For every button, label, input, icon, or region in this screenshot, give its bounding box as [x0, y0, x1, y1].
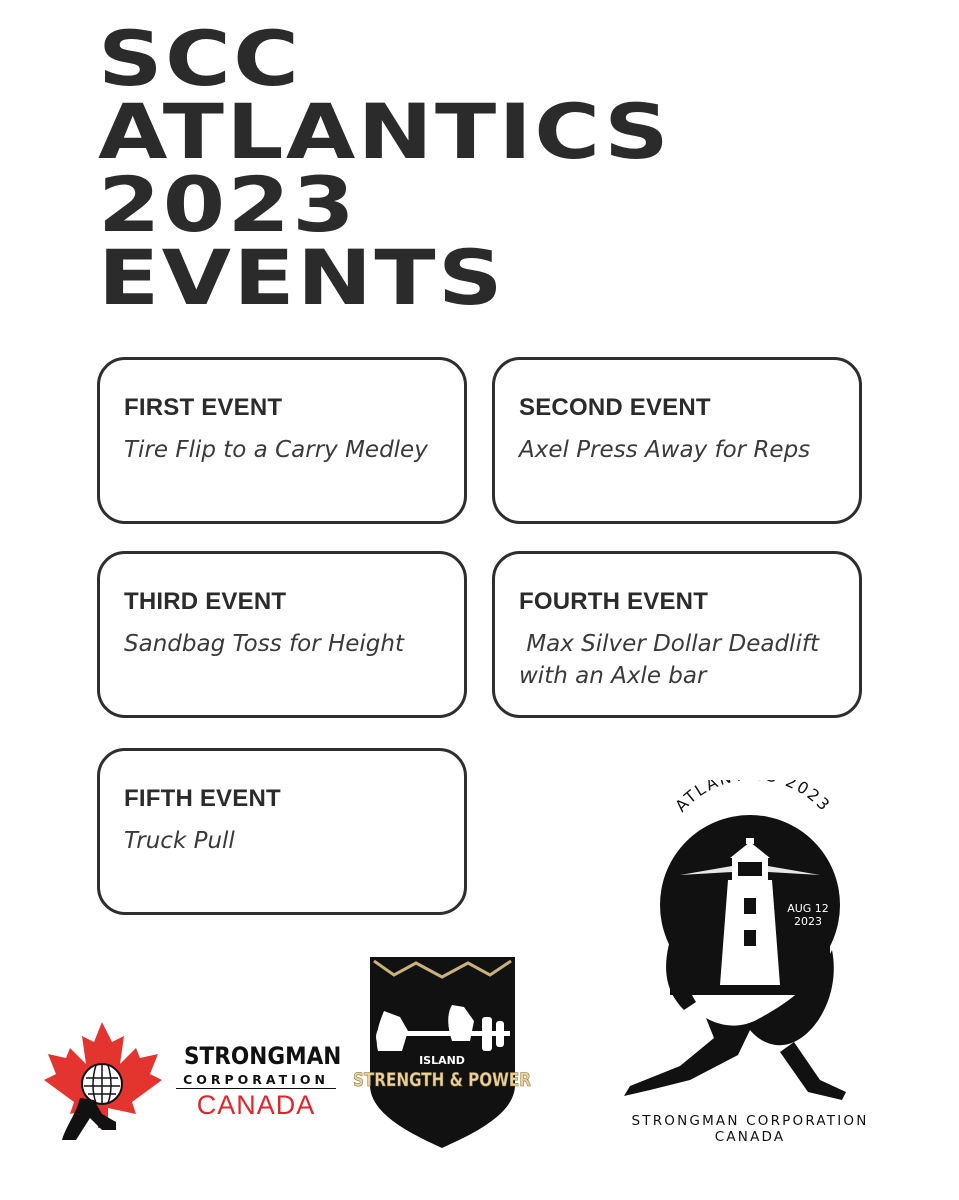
title-line: ATLANTICS: [98, 87, 672, 176]
island-strength-power-logo: [350, 955, 535, 1150]
event-card-fourth: [492, 551, 862, 718]
event-label: FOURTH EVENT: [519, 588, 709, 615]
page-title: [98, 14, 672, 322]
atlas-lighthouse-icon: [610, 780, 890, 1110]
atlantics-arc-text: ATLA 2023: [671, 780, 835, 816]
event-label: THIRD EVENT: [124, 588, 287, 615]
event-card-fifth: [97, 748, 467, 915]
event-card-second: [492, 357, 862, 524]
strongman-corporation-canada-logo: [36, 1018, 342, 1148]
event-description: Max Silver Dollar Deadlift with an Axle bar: [519, 631, 827, 689]
atlantics-footer-line2: CANADA: [714, 1129, 786, 1145]
scc-line2: CORPORATION: [176, 1072, 336, 1089]
scc-wordmark: [176, 1042, 342, 1121]
shield-icon: [350, 955, 535, 1150]
atlantics-date-line2: 2023: [794, 915, 822, 928]
atlantics-date-line1: AUG 12: [787, 902, 829, 915]
event-card-first: [97, 357, 467, 524]
island-line2: STRENGTH & POWER: [353, 1069, 532, 1091]
svg-text:ATLANTICS 2023: [671, 780, 835, 816]
event-description: Sandbag Toss for Height: [124, 631, 404, 657]
event-card-third: [97, 551, 467, 718]
event-description: Truck Pull: [124, 828, 235, 854]
title-line: SCC: [98, 14, 302, 103]
title-line: EVENTS: [98, 233, 505, 322]
atlantics-footer: [610, 1113, 890, 1145]
event-label: FIRST EVENT: [124, 394, 283, 421]
atlantics-footer-line1: STRONGMAN CORPORATION: [631, 1113, 869, 1129]
event-label: SECOND EVENT: [519, 394, 711, 421]
island-line1: ISLAND: [419, 1054, 465, 1067]
title-line: 2023: [98, 160, 358, 249]
atlantics-2023-logo: [610, 780, 890, 1150]
scc-line1: STRONGMAN: [184, 1042, 342, 1070]
event-description: Axel Press Away for Reps: [519, 437, 811, 463]
event-description: Tire Flip to a Carry Medley: [124, 437, 428, 463]
scc-line3: CANADA: [196, 1090, 316, 1120]
maple-leaf-icon: [36, 1018, 176, 1148]
event-label: FIFTH EVENT: [124, 785, 281, 812]
